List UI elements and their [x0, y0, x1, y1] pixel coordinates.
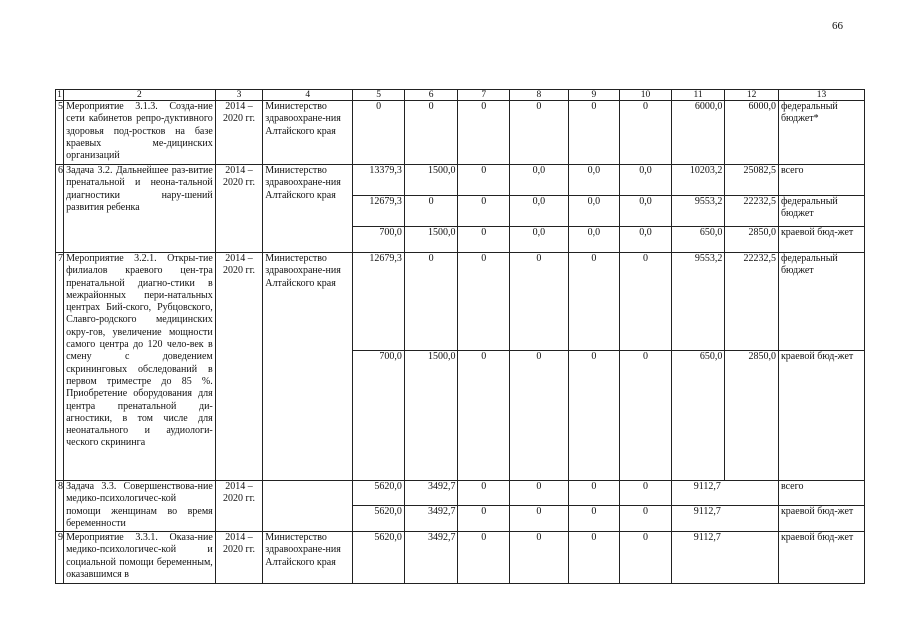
header-cell: 3: [215, 90, 263, 101]
value-cell: 5620,0: [353, 532, 405, 584]
header-cell: 11: [671, 90, 725, 101]
value-cell: 0,0: [510, 196, 569, 227]
executor-cell: [263, 481, 353, 532]
value-cell: 0,0: [510, 227, 569, 253]
value-cell: 5620,0: [353, 481, 405, 506]
header-cell: 1: [57, 90, 62, 100]
funding-source: федеральный бюджет: [778, 253, 864, 351]
measure-description: Мероприятие 3.3.1. Оказа-ние медико-психологичес-кой и социальной помощи беременным, оказавшимся в: [64, 532, 216, 584]
value-cell: 0: [458, 351, 510, 481]
executor-cell: Министерство здравоохране-ния Алтайского края: [263, 253, 353, 481]
value-cell: 2850,0: [725, 227, 779, 253]
header-cell: 12: [725, 90, 779, 101]
value-cell: 0,0: [620, 165, 672, 196]
value-cell: 25082,5: [725, 165, 779, 196]
value-cell: 650,0: [671, 227, 725, 253]
value-cell: 0,0: [568, 165, 620, 196]
value-cell: 700,0: [353, 351, 405, 481]
value-cell: 0: [458, 253, 510, 351]
value-cell: 12679,3: [353, 253, 405, 351]
value-cell: 0: [404, 253, 458, 351]
period-cell: 2014 – 2020 гг.: [215, 481, 263, 532]
funding-source: федеральный бюджет*: [778, 101, 864, 165]
value-cell: 0: [620, 351, 672, 481]
measure-description: Задача 3.3. Совершенствова-ние медико-психологичес-кой помощи женщинам во время беременности: [64, 481, 216, 532]
funding-source: краевой бюд-жет: [778, 351, 864, 481]
value-cell: 9112,7: [671, 532, 778, 584]
value-cell: 0: [458, 101, 510, 165]
period-cell: 2014 – 2020 гг.: [215, 165, 263, 253]
value-cell: 700,0: [353, 227, 405, 253]
row-number: 6: [56, 165, 64, 253]
value-cell: 0: [510, 101, 569, 165]
measure-description: Мероприятие 3.1.3. Созда-ние сети кабинетов репро-дуктивного здоровья под-ростков на базе краевых ме-дицинских организаций: [64, 101, 216, 165]
value-cell: 0,0: [620, 196, 672, 227]
value-cell: 0: [568, 532, 620, 584]
value-cell: 0: [568, 101, 620, 165]
value-cell: 0: [458, 196, 510, 227]
value-cell: 0: [353, 101, 405, 165]
value-cell: 0: [510, 532, 569, 584]
value-cell: 0: [458, 532, 510, 584]
table-row: [56, 532, 865, 584]
header-cell: 13: [778, 90, 864, 101]
value-cell: 0: [510, 253, 569, 351]
value-cell: 0: [568, 506, 620, 532]
funding-source: всего: [778, 481, 864, 506]
value-cell: 9553,2: [671, 196, 725, 227]
value-cell: 0,0: [568, 196, 620, 227]
value-cell: 0: [404, 196, 458, 227]
header-cell: 2: [64, 90, 216, 101]
executor-cell: Министерство здравоохране-ния Алтайского края: [263, 532, 353, 584]
table-row: [56, 101, 865, 165]
value-cell: 0: [510, 481, 569, 506]
row-number: 8: [56, 481, 64, 532]
executor-cell: Министерство здравоохране-ния Алтайского края: [263, 165, 353, 253]
funding-source: краевой бюд-жет: [778, 532, 864, 584]
value-cell: 650,0: [671, 351, 725, 481]
funding-source: краевой бюд-жет: [778, 506, 864, 532]
value-cell: 0: [568, 253, 620, 351]
value-cell: 13379,3: [353, 165, 405, 196]
value-cell: 3492,7: [404, 532, 458, 584]
value-cell: 0: [620, 506, 672, 532]
row-number: 9: [56, 532, 64, 584]
header-row: [56, 90, 865, 101]
table-row: [56, 481, 865, 506]
row-number: 7: [56, 253, 64, 481]
period-cell: 2014 – 2020 гг.: [215, 101, 263, 165]
period-cell: 2014 – 2020 гг.: [215, 532, 263, 584]
period-cell: 2014 – 2020 гг.: [215, 253, 263, 481]
funding-source: краевой бюд-жет: [778, 227, 864, 253]
value-cell: 0: [404, 101, 458, 165]
measure-description: Задача 3.2. Дальнейшее раз-витие пренатальной и неона-тальной диагностики нару-шений развития ребенка: [64, 165, 216, 253]
value-cell: 0: [458, 227, 510, 253]
value-cell: 0: [620, 481, 672, 506]
value-cell: 22232,5: [725, 196, 779, 227]
value-cell: 0: [510, 351, 569, 481]
value-cell: 0: [568, 351, 620, 481]
value-cell: 10203,2: [671, 165, 725, 196]
header-cell: 9: [568, 90, 620, 101]
budget-table: [55, 89, 865, 584]
value-cell: 6000,0: [725, 101, 779, 165]
value-cell: 9553,2: [671, 253, 725, 351]
row-number: 5: [56, 101, 64, 165]
table-row: [56, 253, 865, 351]
funding-source: федеральный бюджет: [778, 196, 864, 227]
value-cell: 12679,3: [353, 196, 405, 227]
value-cell: 0: [568, 481, 620, 506]
value-cell: 5620,0: [353, 506, 405, 532]
value-cell: 1500,0: [404, 227, 458, 253]
value-cell: 0,0: [568, 227, 620, 253]
header-cell: 4: [263, 90, 353, 101]
value-cell: 1500,0: [404, 351, 458, 481]
value-cell: 2850,0: [725, 351, 779, 481]
value-cell: 0,0: [620, 227, 672, 253]
value-cell: 3492,7: [404, 506, 458, 532]
executor-cell: Министерство здравоохране-ния Алтайского края: [263, 101, 353, 165]
header-cell: 6: [404, 90, 458, 101]
value-cell: 0: [620, 532, 672, 584]
value-cell: 1500,0: [404, 165, 458, 196]
value-cell: 0,0: [510, 165, 569, 196]
value-cell: 9112,7: [671, 506, 778, 532]
funding-source: всего: [778, 165, 864, 196]
measure-description: Мероприятие 3.2.1. Откры-тие филиалов краевого цен-тра пренатальной диагно-стики в межрайонных пери-натальных центрах Бий-ского, Рубцовского, Славго-родского медицинских окру-гов, увеличение мощности самого центра до 120 чело-век в смену с доведением скрининговых обследований в первом триместре до 85 %. Приобретение оборудования для центра пренатальной ди-агностики, в том числе для неонатального и аудиологи-ческого скрининга: [64, 253, 216, 481]
value-cell: 0: [510, 506, 569, 532]
value-cell: 22232,5: [725, 253, 779, 351]
value-cell: 9112,7: [671, 481, 778, 506]
header-cell: 8: [510, 90, 569, 101]
value-cell: 3492,7: [404, 481, 458, 506]
value-cell: 6000,0: [671, 101, 725, 165]
header-cell: 7: [458, 90, 510, 101]
header-cell: 10: [620, 90, 672, 101]
value-cell: 0: [458, 506, 510, 532]
value-cell: 0: [458, 165, 510, 196]
value-cell: 0: [620, 253, 672, 351]
value-cell: 0: [620, 101, 672, 165]
table-row: [56, 165, 865, 196]
page-number: 66: [832, 20, 843, 32]
value-cell: 0: [458, 481, 510, 506]
header-cell: 5: [353, 90, 405, 101]
